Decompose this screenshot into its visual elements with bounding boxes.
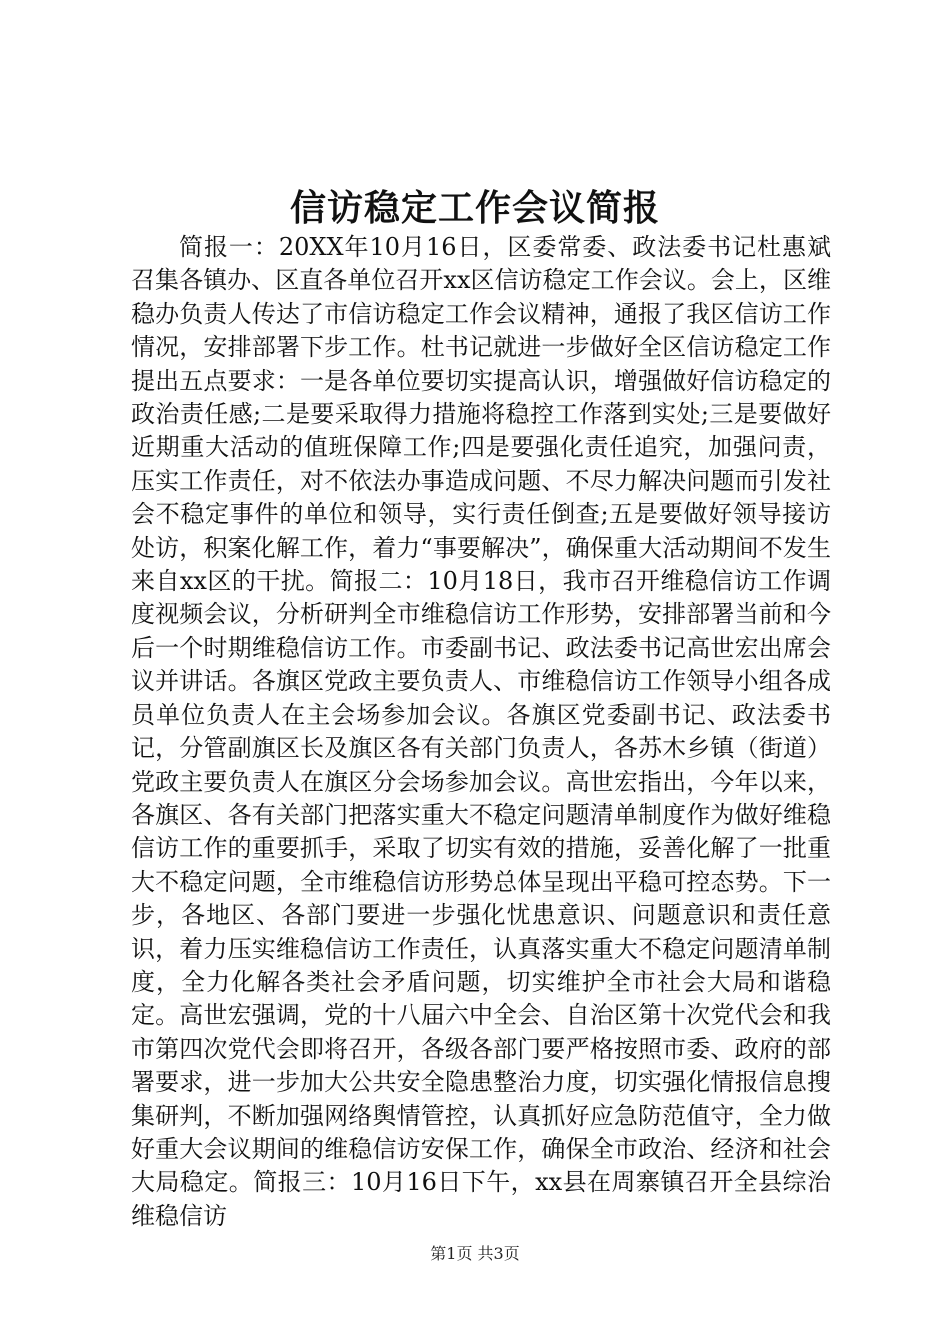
document-title: 信访稳定工作会议简报: [289, 187, 660, 229]
page-number-footer: 第1页 共3页: [430, 1244, 520, 1263]
document-body-paragraph: 简报一：20XX年10月16日，区委常委、政法委书记杜惠斌召集各镇办、区直各单位召开xx区信访稳定工作会议。会上，区维稳办负责人传达了市信访稳定工作会议精神，通报了我区信访工作情况，安排部署下步工作。杜书记就进一步做好全区信访稳定工作提出五点要求：一是各单位要切实提高认识，增强做好信访稳定的政治责任感;二是要采取得力措施将稳控工作落到实处;三是要做好近期重大活动的值班保障工作;四是要强化责任追究，加强问责，压实工作责任，对不依法办事造成问题、不尽力解决问题而引发社会不稳定事件的单位和领导，实行责任倒查;五是要做好领导接访处访，积案化解工作，着力“事要解决”，确保重大活动期间不发生来自xx区的干扰。简报二：10月18日，我市召开维稳信访工作调度视频会议，分析研判全市维稳信访工作形势，安排部署当前和今后一个时期维稳信访工作。市委副书记、政法委书记高世宏出席会议并讲话。各旗区党政主要负责人、市维稳信访工作领导小组各成员单位负责人在主会场参加会议。各旗区党委副书记、政法委书记，分管副旗区长及旗区各有关部门负责人，各苏木乡镇（街道）党政主要负责人在旗区分会场参加会议。高世宏指出，今年以来，各旗区、各有关部门把落实重大不稳定问题清单制度作为做好维稳信访工作的重要抓手，采取了切实有效的措施，妥善化解了一批重大不稳定问题，全市维稳信访形势总体呈现出平稳可控态势。下一步，各地区、各部门要进一步强化忧患意识、问题意识和责任意识，着力压实维稳信访工作责任，认真落实重大不稳定问题清单制度，全力化解各类社会矛盾问题，切实维护全市社会大局和谐稳定。高世宏强调，党的十八届六中全会、自治区第十次党代会和我市第四次党代会即将召开，各级各部门要严格按照市委、政府的部署要求，进一步加大公共安全隐患整治力度，切实强化情报信息搜集研判，不断加强网络舆情管控，认真抓好应急防范值守，全力做好重大会议期间的维稳信访安保工作，确保全市政治、经济和社会大局稳定。简报三：10月16日下午，xx县在周寨镇召开全县综治维稳信访: [131, 233, 831, 1230]
